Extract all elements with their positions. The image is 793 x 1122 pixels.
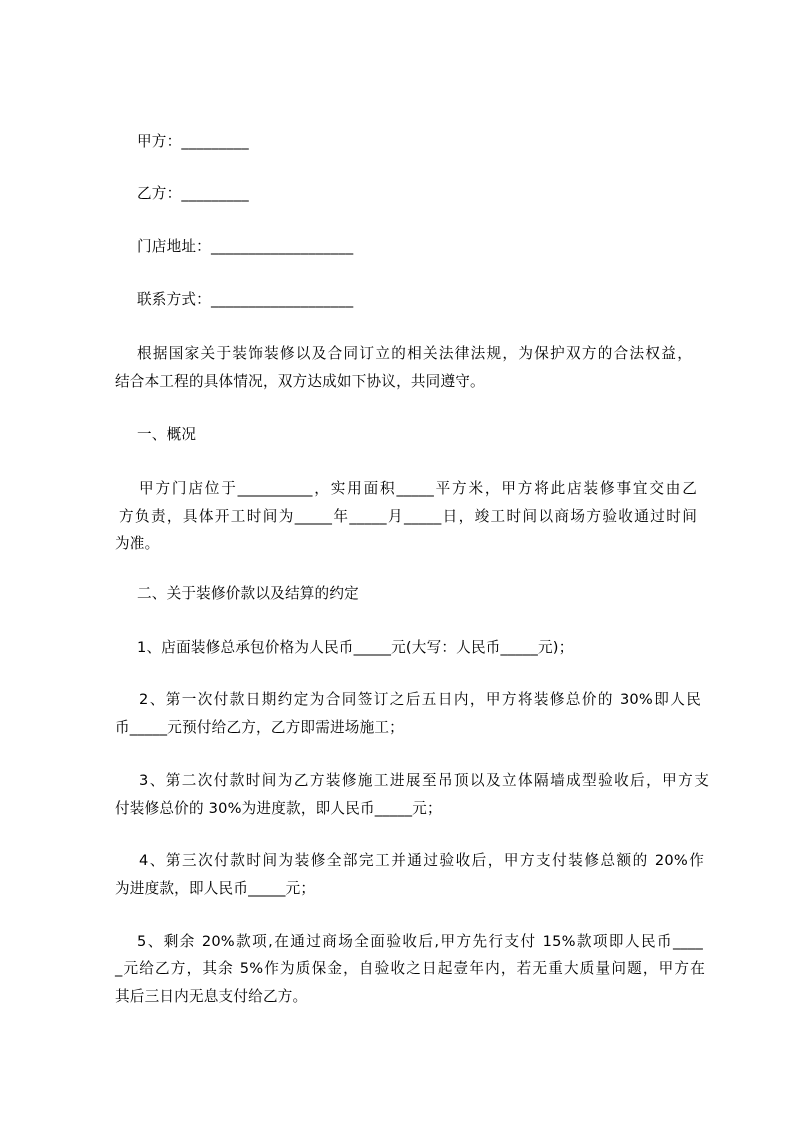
payment-item-5-line-2: _元给乙方，其余 5%作为质保金，自验收之日起壹年内，若无重大质量问题，甲方在	[115, 960, 705, 977]
payment-item-5-line-3: 其后三日内无息支付给乙方。	[115, 988, 308, 1005]
payment-item-3-line-2: 付装修总价的 30%为进度款，即人民币_____元；	[115, 800, 442, 817]
section-1-line-3: 为准。	[115, 535, 160, 552]
contact-field: 联系方式：___________________	[137, 291, 354, 308]
party-a-field: 甲方：_________	[137, 133, 249, 150]
section-2-heading: 二、关于装修价款以及结算的约定	[137, 585, 359, 602]
payment-item-4-line-1: 4、第三次付款时间为装修全部完工并通过验收后，甲方支付装修总额的 20%作	[139, 852, 704, 869]
payment-item-5-line-1: 5、剩余 20%款项,在通过商场全面验收后,甲方先行支付 15%款项即人民币____	[137, 933, 703, 950]
payment-item-2-line-2: 币_____元预付给乙方，乙方即需进场施工；	[115, 719, 404, 736]
preamble-line-2: 结合本工程的具体情况，双方达成如下协议，共同遵守。	[115, 373, 485, 390]
store-address-field: 门店地址：___________________	[137, 238, 354, 255]
payment-item-2-line-1: 2、第一次付款日期约定为合同签订之后五日内，甲方将装修总价的 30%即人民	[139, 691, 701, 708]
section-1-line-2: 方负责，具体开工时间为_____年_____月_____日，竣工时间以商场方验收通过时间	[119, 508, 697, 525]
payment-item-3-line-1: 3、第二次付款时间为乙方装修施工进展至吊顶以及立体隔墙成型验收后，甲方支	[139, 772, 709, 789]
payment-item-4-line-2: 为进度款，即人民币_____元；	[115, 880, 316, 897]
payment-item-1: 1、店面装修总承包价格为人民币_____元(大写：人民币_____元)；	[137, 639, 574, 656]
section-1-heading: 一、概况	[137, 426, 197, 443]
section-1-line-1: 甲方门店位于__________，实用面积_____平方米，甲方将此店装修事宜交由乙	[139, 480, 697, 497]
preamble-line-1: 根据国家关于装饰装修以及合同订立的相关法律法规，为保护双方的合法权益，	[137, 345, 692, 362]
party-b-field: 乙方：_________	[137, 185, 249, 202]
